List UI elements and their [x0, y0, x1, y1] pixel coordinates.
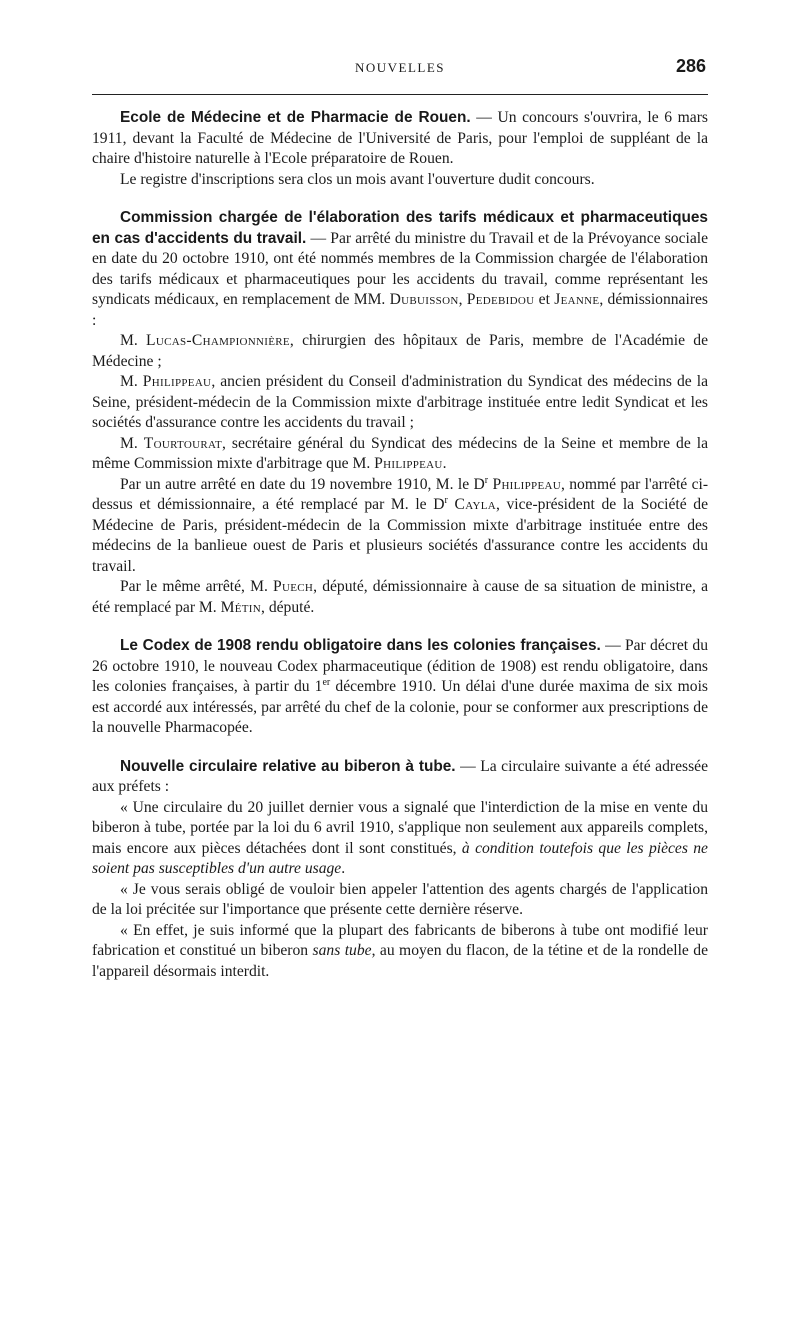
- quote-paragraph: « Une circulaire du 20 juillet dernier vous a signalé que l'interdiction de la mise en vente du biberon à tube, portée par la loi du 6 avril 1910, s'applique non seulement aux appareils complets, mais encore aux pièces détachées dont il sont constitués, à condition toutefois que les pièces ne soient pas susceptibles d'un autre usage.: [92, 798, 708, 877]
- paragraph: M. Tourtourat, secrétaire général du Syndicat des médecins de la Seine et membre de la même Commission mixte d'arbitrage que M. Philippeau.: [92, 434, 708, 472]
- paragraph: Par le même arrêté, M. Puech, député, démissionnaire à cause de sa situation de ministre, a été remplacé par M. Métin, député.: [92, 578, 709, 616]
- section-heading: Commission chargée de l'élaboration des tarifs médicaux et pharmaceutiques en cas d'accidents du travail.: [92, 209, 708, 247]
- person-name: Cayla: [454, 496, 496, 513]
- paragraph: M. Lucas-Championnière, chirurgien des hôpitaux de Paris, membre de l'Académie de Médecine ;: [92, 332, 708, 370]
- page-number: 286: [675, 56, 706, 76]
- page-content: [92, 108, 708, 1000]
- section-heading: Le Codex de 1908 rendu obligatoire dans les colonies françaises.: [120, 637, 601, 654]
- person-name: Tourtourat: [143, 434, 223, 452]
- person-name: Pedebidou: [466, 291, 535, 308]
- section-ecole-rouen: [92, 108, 708, 190]
- paragraph: Ecole de Médecine et de Pharmacie de Rouen. — Un concours s'ouvrira, le 6 mars 1911, devant la Faculté de Médecine de l'Université de Paris, pour l'emploi de suppléant de la chaire d'histoire naturelle à l'Ecole préparatoire de Rouen.: [92, 109, 708, 167]
- quote-paragraph: « Je vous serais obligé de vouloir bien appeler l'attention des agents chargés de l'application de la loi précitée sur l'importance que présente cette dernière réserve.: [92, 880, 708, 918]
- person-name: Philippeau: [492, 475, 561, 493]
- paragraph: Le Codex de 1908 rendu obligatoire dans les colonies françaises. — Par décret du 26 octobre 1910, le nouveau Codex pharmaceutique (édition de 1908) est rendu obligatoire, dans les colonies françaises, à partir du 1er décembre 1910. Un délai d'une durée maxima de six mois est accordé aux intéressés, par arrêté du chef de la colonie, pour se conformer aux prescriptions de la nouvelle Pharmacopée.: [92, 637, 708, 736]
- page-header: [92, 56, 708, 86]
- person-name: Jeanne: [554, 291, 600, 308]
- section-heading: Ecole de Médecine et de Pharmacie de Rouen.: [120, 109, 471, 126]
- person-name: Puech: [273, 578, 314, 595]
- paragraph: Le registre d'inscriptions sera clos un mois avant l'ouverture dudit concours.: [120, 170, 595, 188]
- person-name: Philippeau: [142, 373, 212, 390]
- header-rule: [92, 94, 708, 95]
- person-name: Philippeau: [374, 455, 443, 472]
- quote-paragraph: « En effet, je suis informé que la plupart des fabricants de biberons à tube ont modifié leur fabrication et constitué un biberon sans tube, au moyen du flacon, de la tétine et de la rondelle de l'appareil désormais interdit.: [92, 921, 709, 980]
- person-name: Métin: [220, 598, 262, 616]
- paragraph: Nouvelle circulaire relative au biberon à tube. — La circulaire suivante a été adressée aux préfets :: [92, 757, 708, 795]
- running-head: NOUVELLES: [354, 60, 446, 75]
- section-heading: Nouvelle circulaire relative au biberon à tube.: [120, 757, 456, 775]
- paragraph: M. Philippeau, ancien président du Conseil d'administration du Syndicat des médecins de la Seine, président-médecin de la Commission mixte d'arbitrage instituée entre ledit Syndicat et les sociétés d'assurance contre les accidents du travail ;: [92, 373, 709, 431]
- section-biberon-tube: [92, 757, 708, 983]
- person-name: Lucas-Championnière: [146, 332, 290, 349]
- section-commission-tarifs: [92, 208, 708, 618]
- section-codex-1908: [92, 636, 708, 739]
- paragraph: Commission chargée de l'élaboration des tarifs médicaux et pharmaceutiques en cas d'accidents du travail. — Par arrêté du ministre du Travail et de la Prévoyance sociale en date du 20 octobre 1910, ont été nommés membres de la Commission chargée de l'élaboration des tarifs médicaux et pharmaceutiques pour les accidents du travail, comme représentant les syndicats médicaux, en remplacement de MM. Dubuisson, Pedebidou et Jeanne, démissionnaires :: [92, 209, 708, 329]
- person-name: Dubuisson: [389, 291, 459, 308]
- paragraph: Par un autre arrêté en date du 19 novembre 1910, M. le $D^r$ Philippeau, nommé par l'arrêté ci-dessus et démissionnaire, a été remplacé par M. le $D^r$ Cayla, vice-président de la Société de Médecine de Paris, président-médecin de la Commission mixte d'arbitrage instituée entre des médecins de la banlieue ouest de Paris et plusieurs sociétés d'assurance contre les accidents du travail.: [92, 474, 709, 575]
